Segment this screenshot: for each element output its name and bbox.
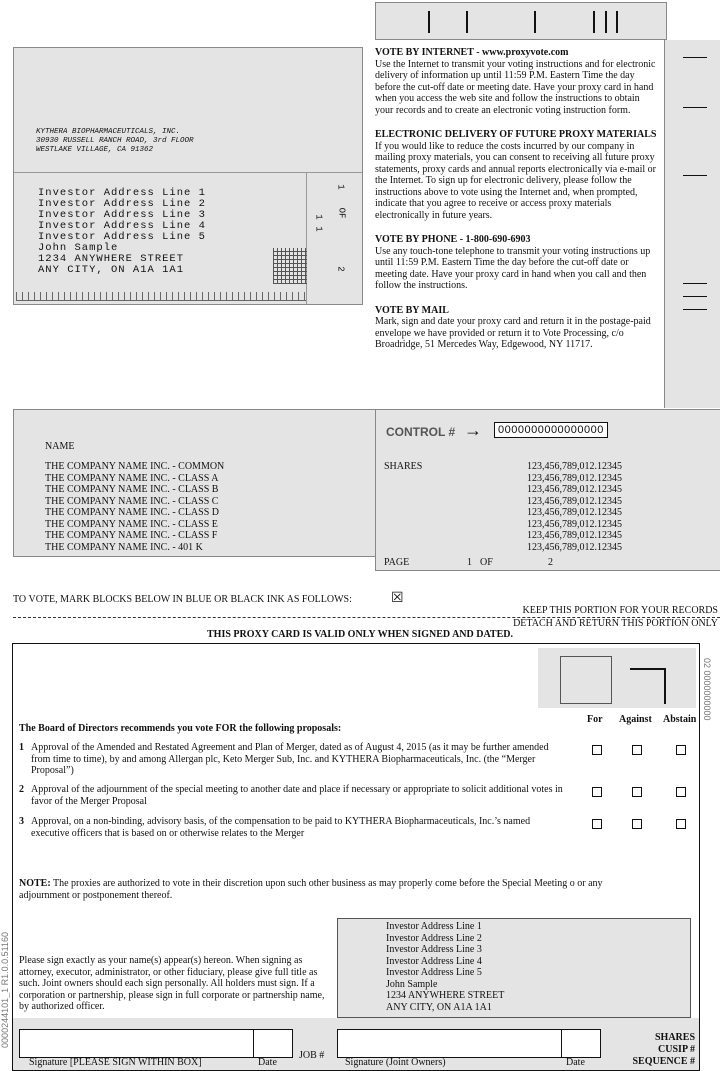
holding-name: THE COMPANY NAME INC. - CLASS C	[45, 495, 219, 507]
joint-signature-box[interactable]	[337, 1029, 563, 1058]
timing-mark-strip	[664, 40, 720, 408]
col-against: Against	[619, 714, 652, 725]
side-panel-border	[306, 172, 307, 304]
card-address-line: Investor Address Line 2	[386, 932, 482, 944]
share-value: 123,456,789,012.12345	[527, 461, 622, 472]
barcode-bar	[534, 11, 536, 33]
holdings-names-box	[13, 409, 377, 557]
share-value: 123,456,789,012.12345	[527, 518, 622, 530]
phone-title: VOTE BY PHONE - 1-800-690-6903	[375, 234, 531, 245]
internet-body: Use the Internet to transmit your voting instructions and for electronic delivery of information up until 11:59 P.M. Eastern Time the day before the cut-off date or meeting date. Have your proxy card in hand when you access the web site and follow the instructions to obtain your records and to create an electronic voting instruction form.	[375, 58, 656, 116]
control-arrow: →	[464, 420, 482, 440]
investor-line: ANY CITY, ON A1A 1A1	[38, 264, 185, 276]
investor-line: Investor Address Line 4	[38, 220, 206, 232]
side-num: 1	[313, 214, 324, 220]
proposal-3-against-checkbox[interactable]	[632, 819, 642, 829]
card-address-block	[386, 921, 504, 1013]
barcode-bar	[616, 11, 618, 33]
card-address-line: ANY CITY, ON A1A 1A1	[386, 1001, 492, 1013]
side-of: OF	[336, 207, 347, 219]
investor-line: John Sample	[38, 242, 119, 254]
barcode-bar	[605, 11, 607, 33]
card-address-window	[337, 918, 691, 1018]
card-address-line: Investor Address Line 1	[386, 921, 482, 932]
note-text: The proxies are authorized to vote in their discretion upon such other business as may properly come before the Special Meeting o or any adjournment or postponement thereof.	[19, 878, 603, 901]
proposal-number: 1	[19, 742, 24, 753]
registration-square	[560, 656, 612, 704]
card-side-code: 02 0000000000	[702, 658, 712, 721]
date2-box[interactable]	[561, 1029, 601, 1058]
holding-name: THE COMPANY NAME INC. - CLASS A	[45, 472, 219, 484]
holding-name: THE COMPANY NAME INC. - CLASS F	[45, 530, 218, 541]
mark-example-icon: ☒	[391, 591, 404, 606]
barcode-bar	[593, 11, 595, 33]
proposal-2-for-checkbox[interactable]	[592, 787, 602, 797]
timing-mark	[683, 296, 707, 297]
board-recommendation: The Board of Directors recommends you vote FOR the following proposals:	[19, 723, 342, 734]
card-address-line: Investor Address Line 4	[386, 955, 482, 967]
control-number: 0000000000000000	[494, 422, 608, 438]
valid-notice: THIS PROXY CARD IS VALID ONLY WHEN SIGNED AND DATED.	[207, 629, 513, 640]
timing-mark	[683, 283, 707, 284]
control-label: CONTROL #	[386, 425, 456, 439]
card-ids	[632, 1032, 695, 1068]
timing-mark	[683, 57, 707, 58]
holding-name: THE COMPANY NAME INC. - 401 K	[45, 541, 203, 553]
side-num: 2	[335, 266, 346, 272]
mark-instruction: TO VOTE, MARK BLOCKS BELOW IN BLUE OR BLACK INK AS FOLLOWS:	[13, 594, 352, 605]
joint-signature-label: Signature (Joint Owners)	[345, 1057, 446, 1068]
timing-mark	[683, 175, 707, 176]
date2-label: Date	[566, 1057, 585, 1068]
window-divider	[14, 172, 362, 173]
share-value: 123,456,789,012.12345	[527, 541, 622, 553]
holding-name: THE COMPANY NAME INC. - COMMON	[45, 461, 225, 472]
investor-line: Investor Address Line 3	[38, 209, 206, 221]
card-left-code: 0000244101_1 R1.0.0.51160	[0, 932, 10, 1048]
card-address-line: Investor Address Line 3	[386, 944, 482, 955]
proposal-1-against-checkbox[interactable]	[632, 745, 642, 755]
detach-portion-text: DETACH AND RETURN THIS PORTION ONLY	[513, 618, 718, 629]
page-label: PAGE	[384, 557, 410, 568]
mail-body: Mark, sign and date your proxy card and return it in the postage-paid envelope we have provided or return it to Vote Processing, c/o Broadridge, 51 Mercedes Way, Edgewood, NY 11717.	[375, 316, 651, 350]
sequence-label: SEQUENCE #	[632, 1056, 695, 1067]
barcode-bar	[428, 11, 430, 33]
company-return-address	[36, 128, 194, 155]
job-label: JOB #	[299, 1050, 325, 1061]
page-total: 2	[548, 557, 553, 568]
phone-body: Use any touch-tone telephone to transmit your voting instructions up until 11:59 P.M. Eastern Time the day before the cut-off date or meeting date. Have your proxy card in hand when you call and then follow the instructions.	[375, 245, 651, 291]
scan-registration-box	[538, 648, 696, 708]
investor-line: 1234 ANYWHERE STREET	[38, 253, 185, 265]
proposal-number: 2	[19, 784, 24, 795]
investor-line: Investor Address Line 1	[38, 187, 206, 199]
proposal-text: Approval of the Amended and Restated Agreement and Plan of Merger, dated as of August 4, 2015 (as it may be further amended from time to time), by and among Allergan plc, Keto Merger Sub, Inc. and KYTHERA Biopharmaceuticals, Inc. (the “Merger Proposal”)	[31, 742, 549, 776]
proxy-card	[12, 643, 700, 1071]
page-of: OF	[480, 557, 493, 568]
note-paragraph	[19, 878, 639, 901]
date-box[interactable]	[253, 1029, 293, 1058]
page-num: 1	[467, 557, 472, 568]
postal-barcode-box	[375, 2, 667, 40]
investor-line: Investor Address Line 5	[38, 231, 206, 243]
company-street: 30930 RUSSELL RANCH ROAD, 3rd FLOOR	[36, 137, 194, 145]
proposal-3-for-checkbox[interactable]	[592, 819, 602, 829]
investor-line: Investor Address Line 2	[38, 198, 206, 210]
shares-label: SHARES	[384, 461, 423, 472]
page-indicator-side	[313, 180, 354, 300]
envelope-address-window	[13, 47, 363, 305]
company-name: KYTHERA BIOPHARMACEUTICALS, INC.	[36, 128, 181, 136]
edelivery-body: If you would like to reduce the costs incurred by our company in mailing proxy materials, you can consent to receiving all future proxy statements, proxy cards and annual reports electronically via e-mail or the Internet. To sign up for electronic delivery, please follow the instructions above to vote using the Internet and, when prompted, indicate that you agree to receive or access proxy materials electronically in future years.	[375, 140, 657, 221]
signature-box[interactable]	[19, 1029, 255, 1058]
ruler-marks	[16, 292, 306, 301]
side-num: 1	[335, 184, 346, 190]
proposal-2-abstain-checkbox[interactable]	[676, 787, 686, 797]
date-label: Date	[258, 1057, 277, 1068]
shares-list	[527, 461, 622, 553]
signature-label: Signature [PLEASE SIGN WITHIN BOX]	[29, 1057, 202, 1068]
proposal-text: Approval, on a non-binding, advisory basis, of the compensation to be paid to KYTHERA Biopharmaceuticals, Inc.’s named executive officers that is based on or otherwise relates to the Merger	[31, 816, 531, 839]
mail-title: VOTE BY MAIL	[375, 304, 449, 316]
holding-name: THE COMPANY NAME INC. - CLASS B	[45, 484, 219, 495]
proposal-3-abstain-checkbox[interactable]	[676, 819, 686, 829]
holdings-shares-box	[375, 409, 720, 571]
internet-title: VOTE BY INTERNET - www.proxyvote.com	[375, 47, 569, 58]
registration-corner	[630, 668, 666, 704]
investor-address-block	[38, 188, 206, 276]
cusip-label: CUSIP #	[658, 1044, 695, 1055]
proposal-1-abstain-checkbox[interactable]	[676, 745, 686, 755]
proposal-2-against-checkbox[interactable]	[632, 787, 642, 797]
holdings-name-list	[45, 461, 224, 553]
datamatrix-code	[273, 248, 307, 284]
holding-name: THE COMPANY NAME INC. - CLASS D	[45, 507, 219, 518]
holdings-name-header: NAME	[45, 441, 75, 452]
col-abstain: Abstain	[663, 714, 697, 725]
proposal-text: Approval of the adjournment of the special meeting to another date and place if necessary or appropriate to solicit additional votes in favor of the Merger Proposal	[31, 784, 563, 807]
timing-mark	[683, 107, 707, 108]
share-value: 123,456,789,012.12345	[527, 472, 622, 484]
voting-instructions	[375, 47, 658, 351]
side-num: 1	[313, 226, 324, 232]
note-label: NOTE:	[19, 878, 51, 889]
share-value: 123,456,789,012.12345	[527, 530, 622, 541]
card-address-line: Investor Address Line 5	[386, 967, 482, 978]
keep-portion-text: KEEP THIS PORTION FOR YOUR RECORDS	[522, 605, 718, 616]
proposal-number: 3	[19, 816, 24, 827]
proposal-1-for-checkbox[interactable]	[592, 745, 602, 755]
card-address-line: 1234 ANYWHERE STREET	[386, 990, 505, 1001]
timing-mark	[683, 309, 707, 310]
col-for: For	[587, 714, 603, 725]
shares-id-label: SHARES	[654, 1032, 695, 1043]
company-city: WESTLAKE VILLAGE, CA 91362	[36, 146, 154, 154]
share-value: 123,456,789,012.12345	[527, 507, 622, 518]
card-address-line: John Sample	[386, 978, 438, 990]
share-value: 123,456,789,012.12345	[527, 495, 622, 507]
edelivery-title: ELECTRONIC DELIVERY OF FUTURE PROXY MATERIALS	[375, 129, 657, 140]
holding-name: THE COMPANY NAME INC. - CLASS E	[45, 518, 218, 530]
barcode-bar	[466, 11, 468, 33]
sign-instructions: Please sign exactly as your name(s) appear(s) hereon. When signing as attorney, executor, administrator, or other fiduciary, please give full title as such. Joint owners should each sign personally. All holders must sign. If a corporation or partnership, please sign in full corporate or partnership name, by authorized officer.	[19, 955, 325, 1012]
share-value: 123,456,789,012.12345	[527, 484, 622, 495]
